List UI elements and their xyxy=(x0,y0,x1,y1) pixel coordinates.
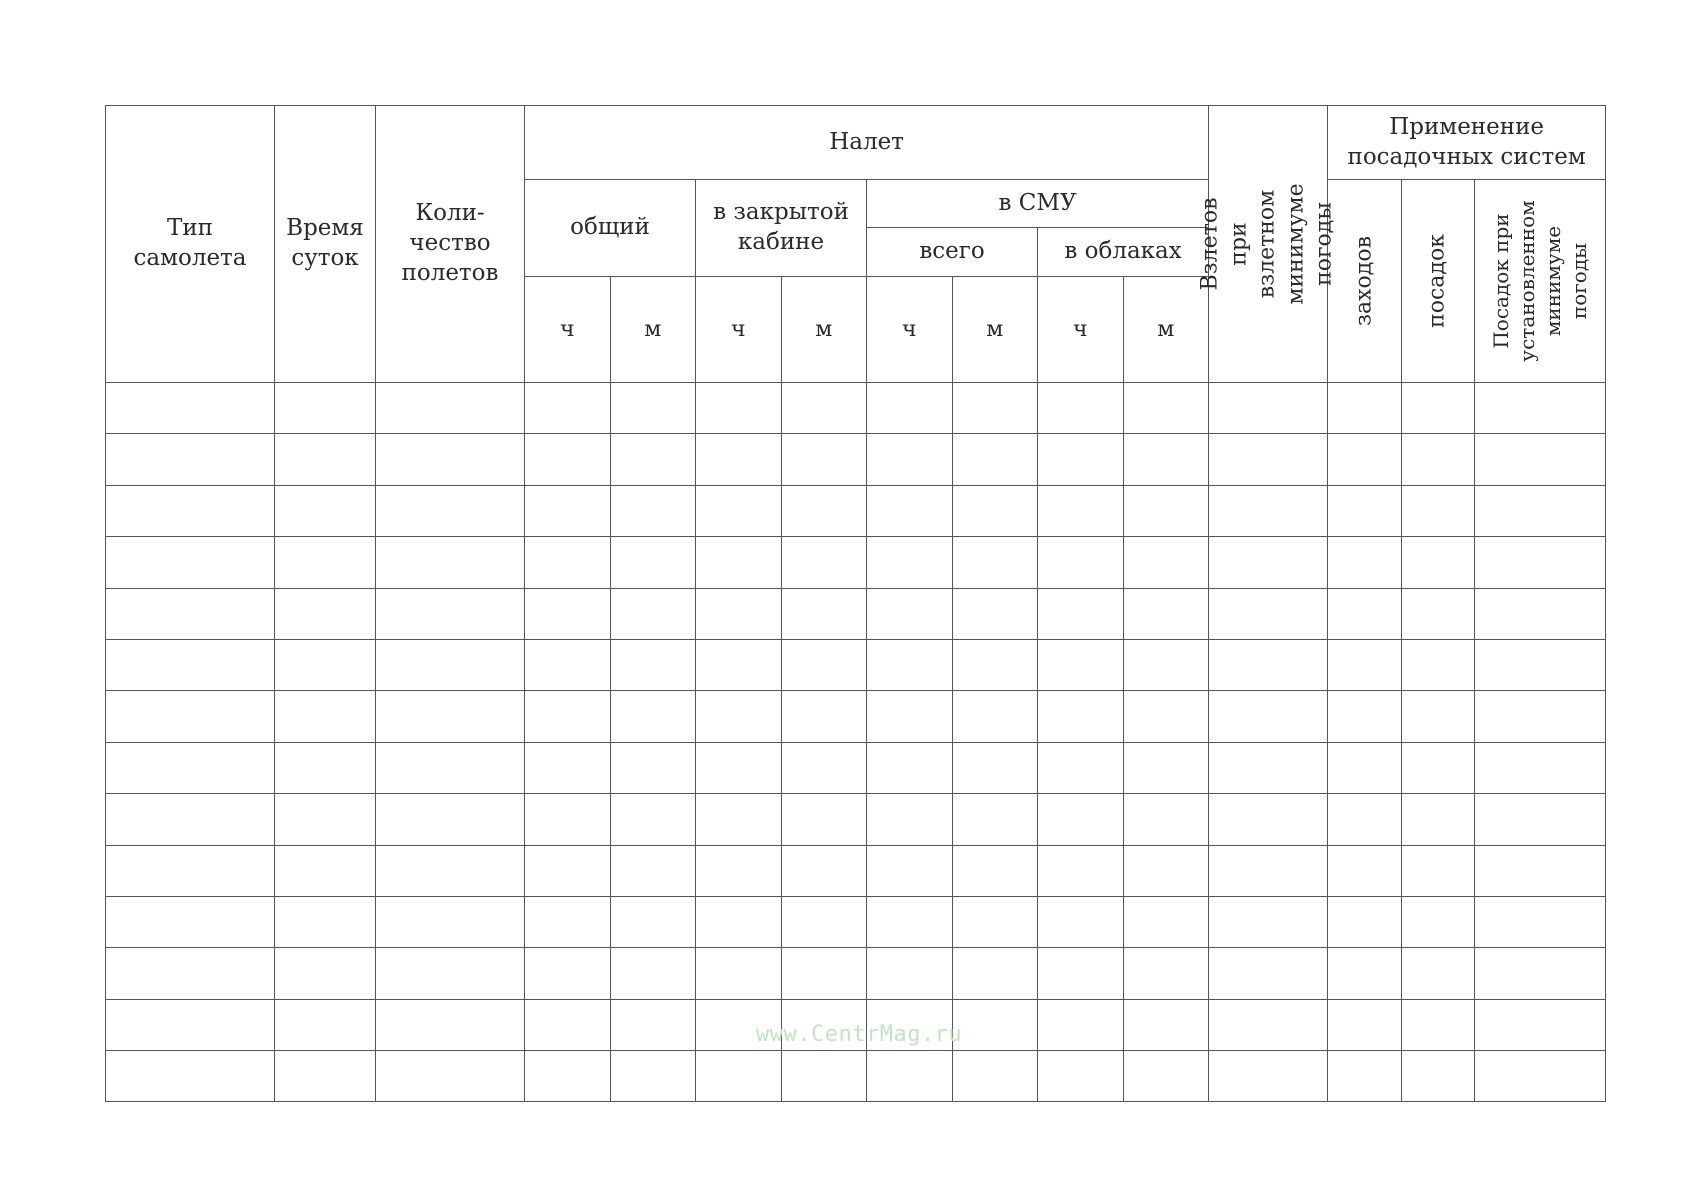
empty-cell xyxy=(1123,537,1209,588)
empty-cell xyxy=(1475,896,1606,947)
header-landings-minimum: Посадок при установленном минимуме погоды xyxy=(1475,180,1606,383)
empty-cell xyxy=(1209,1051,1328,1102)
empty-cell xyxy=(781,742,867,793)
table-row xyxy=(106,691,1606,742)
empty-cell xyxy=(1475,742,1606,793)
empty-cell xyxy=(525,742,611,793)
empty-cell xyxy=(952,845,1038,896)
empty-cell xyxy=(275,485,376,536)
empty-cell xyxy=(1328,434,1402,485)
table-row xyxy=(106,383,1606,434)
empty-cell xyxy=(1209,639,1328,690)
empty-cell xyxy=(867,588,953,639)
header-time-of-day: Время суток xyxy=(275,106,376,383)
empty-cell xyxy=(867,794,953,845)
empty-cell xyxy=(106,742,275,793)
empty-cell xyxy=(1328,588,1402,639)
empty-cell xyxy=(275,588,376,639)
empty-cell xyxy=(781,794,867,845)
empty-cell xyxy=(106,537,275,588)
empty-cell xyxy=(1038,383,1124,434)
empty-cell xyxy=(1209,434,1328,485)
empty-cell xyxy=(1475,383,1606,434)
empty-cell xyxy=(1209,794,1328,845)
empty-cell xyxy=(1328,794,1402,845)
empty-cell xyxy=(376,588,525,639)
empty-cell xyxy=(525,896,611,947)
empty-cell xyxy=(781,537,867,588)
empty-cell xyxy=(1402,845,1475,896)
empty-cell xyxy=(106,639,275,690)
empty-cell xyxy=(1038,1051,1124,1102)
empty-cell xyxy=(275,434,376,485)
empty-cell xyxy=(1402,742,1475,793)
empty-cell xyxy=(610,639,696,690)
empty-cell xyxy=(1328,999,1402,1050)
header-closed-cabin: в закрытой кабине xyxy=(696,180,867,277)
empty-cell xyxy=(610,434,696,485)
empty-cell xyxy=(696,537,782,588)
empty-cell xyxy=(376,742,525,793)
empty-cell xyxy=(781,485,867,536)
empty-cell xyxy=(275,999,376,1050)
header-smu: в СМУ xyxy=(867,180,1209,228)
table-row xyxy=(106,896,1606,947)
empty-cell xyxy=(376,691,525,742)
header-total: общий xyxy=(525,180,696,277)
empty-cell xyxy=(106,999,275,1050)
empty-cell xyxy=(525,691,611,742)
empty-cell xyxy=(106,845,275,896)
table-row xyxy=(106,1051,1606,1102)
empty-cell xyxy=(525,794,611,845)
empty-cell xyxy=(1475,1051,1606,1102)
empty-cell xyxy=(1123,845,1209,896)
empty-cell xyxy=(952,1051,1038,1102)
empty-cell xyxy=(376,485,525,536)
empty-cell xyxy=(275,383,376,434)
empty-cell xyxy=(867,691,953,742)
empty-cell xyxy=(1402,896,1475,947)
empty-cell xyxy=(610,691,696,742)
empty-cell xyxy=(1402,434,1475,485)
empty-cell xyxy=(1123,742,1209,793)
empty-cell xyxy=(867,742,953,793)
empty-cell xyxy=(1328,896,1402,947)
empty-cell xyxy=(1123,639,1209,690)
empty-cell xyxy=(1038,794,1124,845)
empty-cell xyxy=(1038,742,1124,793)
empty-cell xyxy=(1123,948,1209,999)
empty-cell xyxy=(952,639,1038,690)
empty-cell xyxy=(867,639,953,690)
empty-cell xyxy=(1328,537,1402,588)
empty-cell xyxy=(1475,691,1606,742)
empty-cell xyxy=(696,383,782,434)
header-aircraft-type: Тип самолета xyxy=(106,106,275,383)
empty-cell xyxy=(952,434,1038,485)
empty-cell xyxy=(525,383,611,434)
empty-cell xyxy=(1402,588,1475,639)
table-row xyxy=(106,794,1606,845)
empty-cell xyxy=(952,948,1038,999)
empty-cell xyxy=(376,383,525,434)
empty-cell xyxy=(781,434,867,485)
empty-cell xyxy=(781,691,867,742)
empty-cell xyxy=(1402,485,1475,536)
empty-cell xyxy=(1475,948,1606,999)
empty-cell xyxy=(275,1051,376,1102)
empty-cell xyxy=(1475,794,1606,845)
unit-minutes: м xyxy=(1123,277,1209,383)
empty-cell xyxy=(1402,948,1475,999)
empty-cell xyxy=(952,691,1038,742)
empty-cell xyxy=(106,691,275,742)
empty-cell xyxy=(610,794,696,845)
empty-cell xyxy=(1209,896,1328,947)
empty-cell xyxy=(275,794,376,845)
empty-cell xyxy=(610,742,696,793)
empty-cell xyxy=(1209,537,1328,588)
empty-cell xyxy=(1402,794,1475,845)
flight-log-table xyxy=(105,105,1606,1102)
empty-cell xyxy=(781,845,867,896)
empty-cell xyxy=(1402,691,1475,742)
empty-cell xyxy=(1209,383,1328,434)
empty-cell xyxy=(525,1051,611,1102)
empty-cell xyxy=(376,537,525,588)
empty-cell xyxy=(1123,691,1209,742)
unit-hours: ч xyxy=(525,277,611,383)
unit-minutes: м xyxy=(952,277,1038,383)
empty-cell xyxy=(1328,1051,1402,1102)
empty-cell xyxy=(525,434,611,485)
empty-cell xyxy=(1123,434,1209,485)
empty-cell xyxy=(275,639,376,690)
empty-cell xyxy=(106,434,275,485)
empty-cell xyxy=(1038,999,1124,1050)
empty-cell xyxy=(1209,485,1328,536)
empty-cell xyxy=(1038,845,1124,896)
empty-cell xyxy=(1328,485,1402,536)
empty-cell xyxy=(1038,434,1124,485)
header-landing-systems: Применение посадочных систем xyxy=(1328,106,1606,180)
empty-cell xyxy=(275,537,376,588)
empty-cell xyxy=(1038,485,1124,536)
empty-cell xyxy=(781,588,867,639)
empty-cell xyxy=(106,896,275,947)
empty-cell xyxy=(1123,896,1209,947)
empty-cell xyxy=(1475,639,1606,690)
empty-cell xyxy=(376,434,525,485)
empty-cell xyxy=(1328,948,1402,999)
empty-cell xyxy=(696,948,782,999)
empty-cell xyxy=(1475,485,1606,536)
empty-cell xyxy=(610,845,696,896)
empty-cell xyxy=(376,896,525,947)
empty-cell xyxy=(1475,434,1606,485)
empty-cell xyxy=(696,845,782,896)
table-body xyxy=(106,383,1606,1102)
empty-cell xyxy=(781,383,867,434)
empty-cell xyxy=(867,383,953,434)
empty-cell xyxy=(610,896,696,947)
empty-cell xyxy=(1402,639,1475,690)
unit-hours: ч xyxy=(867,277,953,383)
empty-cell xyxy=(1475,999,1606,1050)
empty-cell xyxy=(696,588,782,639)
empty-cell xyxy=(1209,948,1328,999)
empty-cell xyxy=(106,485,275,536)
empty-cell xyxy=(1209,742,1328,793)
unit-minutes: м xyxy=(610,277,696,383)
empty-cell xyxy=(106,383,275,434)
empty-cell xyxy=(1123,794,1209,845)
empty-cell xyxy=(1402,383,1475,434)
empty-cell xyxy=(1328,742,1402,793)
table-row xyxy=(106,948,1606,999)
empty-cell xyxy=(610,1051,696,1102)
table-row xyxy=(106,742,1606,793)
empty-cell xyxy=(275,845,376,896)
empty-cell xyxy=(525,639,611,690)
header-approaches: заходов xyxy=(1328,180,1402,383)
empty-cell xyxy=(376,1051,525,1102)
empty-cell xyxy=(376,639,525,690)
empty-cell xyxy=(867,896,953,947)
unit-hours: ч xyxy=(1038,277,1124,383)
empty-cell xyxy=(1038,948,1124,999)
empty-cell xyxy=(1209,999,1328,1050)
empty-cell xyxy=(696,1051,782,1102)
empty-cell xyxy=(610,999,696,1050)
header-landings: посадок xyxy=(1402,180,1475,383)
empty-cell xyxy=(952,794,1038,845)
empty-cell xyxy=(610,537,696,588)
empty-cell xyxy=(696,896,782,947)
empty-cell xyxy=(1038,896,1124,947)
empty-cell xyxy=(952,742,1038,793)
empty-cell xyxy=(952,588,1038,639)
empty-cell xyxy=(1328,383,1402,434)
empty-cell xyxy=(867,434,953,485)
unit-hours: ч xyxy=(696,277,782,383)
watermark: www.CentrMag.ru xyxy=(756,1022,963,1047)
empty-cell xyxy=(610,588,696,639)
empty-cell xyxy=(1475,588,1606,639)
table-header xyxy=(106,106,1606,383)
empty-cell xyxy=(1123,999,1209,1050)
empty-cell xyxy=(376,999,525,1050)
empty-cell xyxy=(696,794,782,845)
empty-cell xyxy=(1209,588,1328,639)
empty-cell xyxy=(952,999,1038,1050)
empty-cell xyxy=(610,948,696,999)
header-smu-all: всего xyxy=(867,228,1038,277)
empty-cell xyxy=(106,1051,275,1102)
empty-cell xyxy=(275,948,376,999)
empty-cell xyxy=(1475,537,1606,588)
empty-cell xyxy=(525,948,611,999)
empty-cell xyxy=(1328,639,1402,690)
empty-cell xyxy=(1038,537,1124,588)
empty-cell xyxy=(525,537,611,588)
empty-cell xyxy=(696,485,782,536)
empty-cell xyxy=(781,1051,867,1102)
table-row xyxy=(106,639,1606,690)
empty-cell xyxy=(952,537,1038,588)
header-smu-clouds: в облаках xyxy=(1038,228,1209,277)
table-row xyxy=(106,845,1606,896)
empty-cell xyxy=(1328,691,1402,742)
empty-cell xyxy=(275,691,376,742)
empty-cell xyxy=(696,691,782,742)
empty-cell xyxy=(781,639,867,690)
empty-cell xyxy=(1123,588,1209,639)
header-flight-time: Налет xyxy=(525,106,1209,180)
empty-cell xyxy=(525,588,611,639)
empty-cell xyxy=(867,485,953,536)
empty-cell xyxy=(376,794,525,845)
table-row xyxy=(106,588,1606,639)
header-takeoffs-minimum: Взлетов при взлетном минимуме погоды xyxy=(1209,106,1328,383)
empty-cell xyxy=(1328,845,1402,896)
empty-cell xyxy=(1402,999,1475,1050)
empty-cell xyxy=(696,742,782,793)
empty-cell xyxy=(376,948,525,999)
empty-cell xyxy=(1475,845,1606,896)
empty-cell xyxy=(525,845,611,896)
empty-cell xyxy=(1123,1051,1209,1102)
empty-cell xyxy=(525,485,611,536)
empty-cell xyxy=(1123,485,1209,536)
empty-cell xyxy=(867,537,953,588)
empty-cell xyxy=(1038,691,1124,742)
empty-cell xyxy=(952,383,1038,434)
table-row xyxy=(106,537,1606,588)
empty-cell xyxy=(781,948,867,999)
empty-cell xyxy=(1038,588,1124,639)
empty-cell xyxy=(376,845,525,896)
empty-cell xyxy=(1038,639,1124,690)
empty-cell xyxy=(781,896,867,947)
table-row xyxy=(106,434,1606,485)
empty-cell xyxy=(1402,537,1475,588)
empty-cell xyxy=(952,485,1038,536)
empty-cell xyxy=(696,434,782,485)
empty-cell xyxy=(106,588,275,639)
empty-cell xyxy=(867,948,953,999)
empty-cell xyxy=(275,896,376,947)
table-row xyxy=(106,485,1606,536)
empty-cell xyxy=(1209,845,1328,896)
unit-minutes: м xyxy=(781,277,867,383)
empty-cell xyxy=(1209,691,1328,742)
empty-cell xyxy=(525,999,611,1050)
empty-cell xyxy=(275,742,376,793)
empty-cell xyxy=(106,794,275,845)
empty-cell xyxy=(610,383,696,434)
header-flight-count: Коли- чество полетов xyxy=(376,106,525,383)
empty-cell xyxy=(1123,383,1209,434)
empty-cell xyxy=(106,948,275,999)
empty-cell xyxy=(1402,1051,1475,1102)
empty-cell xyxy=(952,896,1038,947)
empty-cell xyxy=(867,1051,953,1102)
empty-cell xyxy=(610,485,696,536)
empty-cell xyxy=(696,639,782,690)
empty-cell xyxy=(867,845,953,896)
